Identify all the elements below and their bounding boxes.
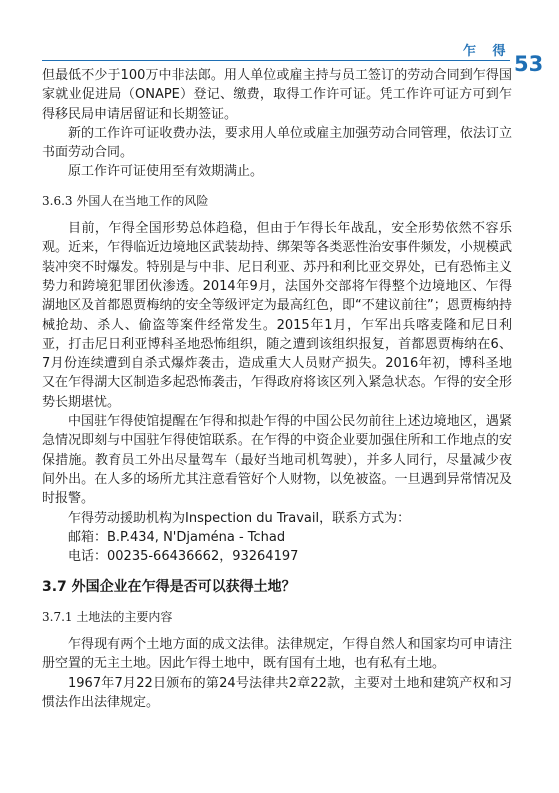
page-content [42,66,512,712]
paragraph: 中国驻乍得使馆提醒在乍得和拟赴乍得的中国公民勿前往上述边境地区，遇紧急情况即刻与中国驻乍得使馆联系。在乍得的中资企业要加强住所和工作地点的安保措施。教育员工外出尽量驾车（最好当地司机驾驶），并多人同行，尽量减少夜间外出。在人多的场所尤其注意看管好个人财物，以免被盗。一旦遇到异常情况及时报警。 [42,414,512,507]
paragraph: 目前，乍得全国形势总体趋稳，但由于乍得长年战乱，安全形势依然不容乐观。近来，乍得临近边境地区武装劫持、绑架等各类恶性治安事件频发，小规模武装冲突不时爆发。特别是与中非、尼日利亚、苏丹和利比亚交界处，已有恐怖主义势力和跨境犯罪团伙渗透。2014年9月，法国外交部将乍得整个边境地区、乍得湖地区及首都恩贾梅纳的安全等级评定为最高红色，即“不建议前往”；恩贾梅纳持械抢劫、杀人、偷盗等案件经常发生。2015年1月，乍军出兵喀麦隆和尼日利亚，打击尼日利亚博科圣地恐怖组织，随之遭到该组织报复，首都恩贾梅纳在6、7月份连续遭到自杀式爆炸袭击，造成重大人员财产损失。2016年初，博科圣地又在乍得湖大区制造多起恐怖袭击，乍得政府将该区列入紧急状态。乍得的安全形势长期堪忧。 [42,221,512,410]
running-header-title: 乍 得 [463,44,512,59]
postal-address: 邮箱：B.P.434, N'Djaména - Tchad [68,529,286,545]
paragraph: 乍得现有两个土地方面的成文法律。法律规定，乍得自然人和国家均可申请注册空置的无主土地。因此乍得土地中，既有国有土地，也有私有土地。 [42,637,512,672]
paragraph: 原工作许可证使用至有效期满止。 [68,164,264,180]
paragraph: 新的工作许可证收费办法，要求用人单位或雇主加强劳动合同管理，依法订立书面劳动合同。 [42,125,512,161]
header-rule [42,60,510,61]
phone-number: 电话：00235-66436662，93264197 [68,549,299,565]
section-heading-3-6-3: 3.6.3 外国人在当地工作的风险 [42,193,209,208]
section-heading-3-7-1: 3.7.1 土地法的主要内容 [42,609,173,624]
page-number: 53 [514,52,544,76]
section-heading-3-7: 3.7 外国企业在乍得是否可以获得土地？ [42,579,296,596]
paragraph: 乍得劳动援助机构为Inspection du Travail，联系方式为： [68,510,411,526]
paragraph: 1967年7月22日颁布的第24号法律共2章22款，主要对土地和建筑产权和习惯法作出法律规定。 [42,675,512,710]
paragraph: 但最低不少于100万中非法郎。用人单位或雇主持与员工签订的劳动合同到乍得国家就业促进局（ONAPE）登记、缴费，取得工作许可证。凭工作许可证方可到乍得移民局申请居留证和长期签证。 [42,68,512,122]
